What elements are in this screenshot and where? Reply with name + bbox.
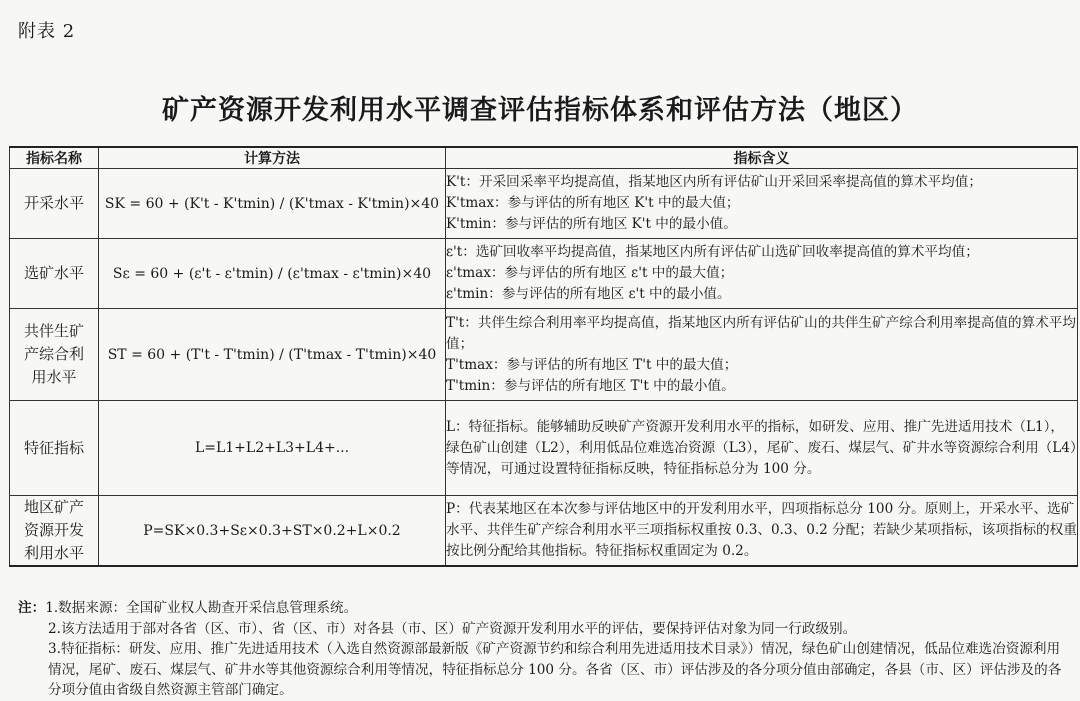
- meaning-line: L：特征指标。能够辅助反映矿产资源开发利用水平的指标，如研发、应用、推广先进适用技术（L1），绿色矿山创建（L2），利用低品位难选冶资源（L3），尾矿、废石、煤层气、矿井水等资源综合利用（L4）等情况，可通过设置特征指标反映，特征指标总分为 100 分。: [446, 418, 1077, 477]
- indicator-name: 开采水平: [10, 169, 99, 239]
- meaning-line: T'tmin：参与评估的所有地区 T't 中的最小值。: [446, 377, 735, 394]
- meaning-line: K'tmax：参与评估的所有地区 K't 中的最大值；: [446, 195, 740, 211]
- indicator-name: 特征指标: [10, 401, 99, 496]
- meaning-line: ε'tmin：参与评估的所有地区 ε't 中的最小值。: [446, 286, 731, 302]
- indicator-meaning: [446, 401, 1078, 496]
- table-row: [10, 401, 1078, 496]
- meaning-line: T't：共伴生综合利用率平均提高值，指某地区内所有评估矿山的共伴生矿产综合利用率提高值的算术平均值；: [446, 314, 1076, 352]
- indicator-meaning: [446, 496, 1078, 567]
- meaning-line: K't：开采回采率平均提高值，指某地区内所有评估矿山开采回采率提高值的算术平均值；: [446, 174, 982, 190]
- table-row: [10, 239, 1078, 309]
- formula: L=L1+L2+L3+L4+...: [99, 401, 446, 496]
- notes-section: [18, 598, 1070, 701]
- note-item: 3.特征指标：研发、应用、推广先进适用技术（入选自然资源部最新版《矿产资源节约和综合利用先进适用技术目录》）情况，绿色矿山创建情况，低品位难选冶资源利用情况，尾矿、废石、煤层气、矿井水等其他资源综合利用等情况，特征指标总分 100 分。各省（区、市）评估涉及的各分项分值由部确定，各县（市、区）评估涉及的各分项分值由省级自然资源主管部门确定。: [48, 641, 1062, 698]
- header-calculation-method: 计算方法: [99, 147, 446, 169]
- indicator-meaning: [446, 309, 1078, 401]
- meaning-line: ε'tmax：参与评估的所有地区 ε't 中的最大值；: [446, 265, 734, 281]
- table-row: [10, 169, 1078, 239]
- indicator-name: 地区矿产资源开发利用水平: [10, 496, 99, 567]
- formula: ST = 60 + (T't - T'tmin) / (T'tmax - T'tmin)×40: [99, 309, 446, 401]
- meaning-line: T'tmax：参与评估的所有地区 T't 中的最大值；: [446, 356, 738, 373]
- note-item: 1.数据来源：全国矿业权人勘查开采信息管理系统。: [45, 600, 358, 616]
- formula: SK = 60 + (K't - K'tmin) / (K'tmax - K'tmin)×40: [99, 169, 446, 239]
- header-indicator-meaning: 指标含义: [446, 147, 1078, 169]
- table-row: [10, 496, 1078, 567]
- indicator-meaning: [446, 239, 1078, 309]
- table-row: [10, 309, 1078, 401]
- indicator-table: [9, 146, 1078, 567]
- indicator-name: 共伴生矿产综合利用水平: [10, 309, 99, 401]
- page-title: 矿产资源开发利用水平调查评估指标体系和评估方法（地区）: [162, 95, 918, 126]
- notes-lead: 注：: [18, 600, 46, 616]
- table-header-row: [10, 147, 1078, 169]
- indicator-meaning: [446, 169, 1078, 239]
- formula: Sε = 60 + (ε't - ε'tmin) / (ε'tmax - ε'tmin)×40: [99, 239, 446, 309]
- indicator-name: 选矿水平: [10, 239, 99, 309]
- header-indicator-name: 指标名称: [10, 147, 99, 169]
- meaning-line: P：代表某地区在本次参与评估地区中的开发利用水平，四项指标总分 100 分。原则上，开采水平、选矿水平、共伴生矿产综合利用水平三项指标权重按 0.3、0.3、0.2 分配；若缺少某项指标，该项指标的权重按比例分配给其他指标。特征指标权重固定为 0.2。: [446, 501, 1077, 559]
- note-item: 2.该方法适用于部对各省（区、市）、省（区、市）对各县（市、区）矿产资源开发利用水平的评估，要保持评估对象为同一行政级别。: [48, 620, 857, 637]
- meaning-line: ε't：选矿回收率平均提高值，指某地区内所有评估矿山选矿回收率提高值的算术平均值；: [446, 244, 979, 260]
- meaning-line: K'tmin：参与评估的所有地区 K't 中的最小值。: [446, 216, 737, 232]
- appendix-label: 附表 2: [18, 21, 76, 42]
- formula: P=SK×0.3+Sε×0.3+ST×0.2+L×0.2: [99, 496, 446, 567]
